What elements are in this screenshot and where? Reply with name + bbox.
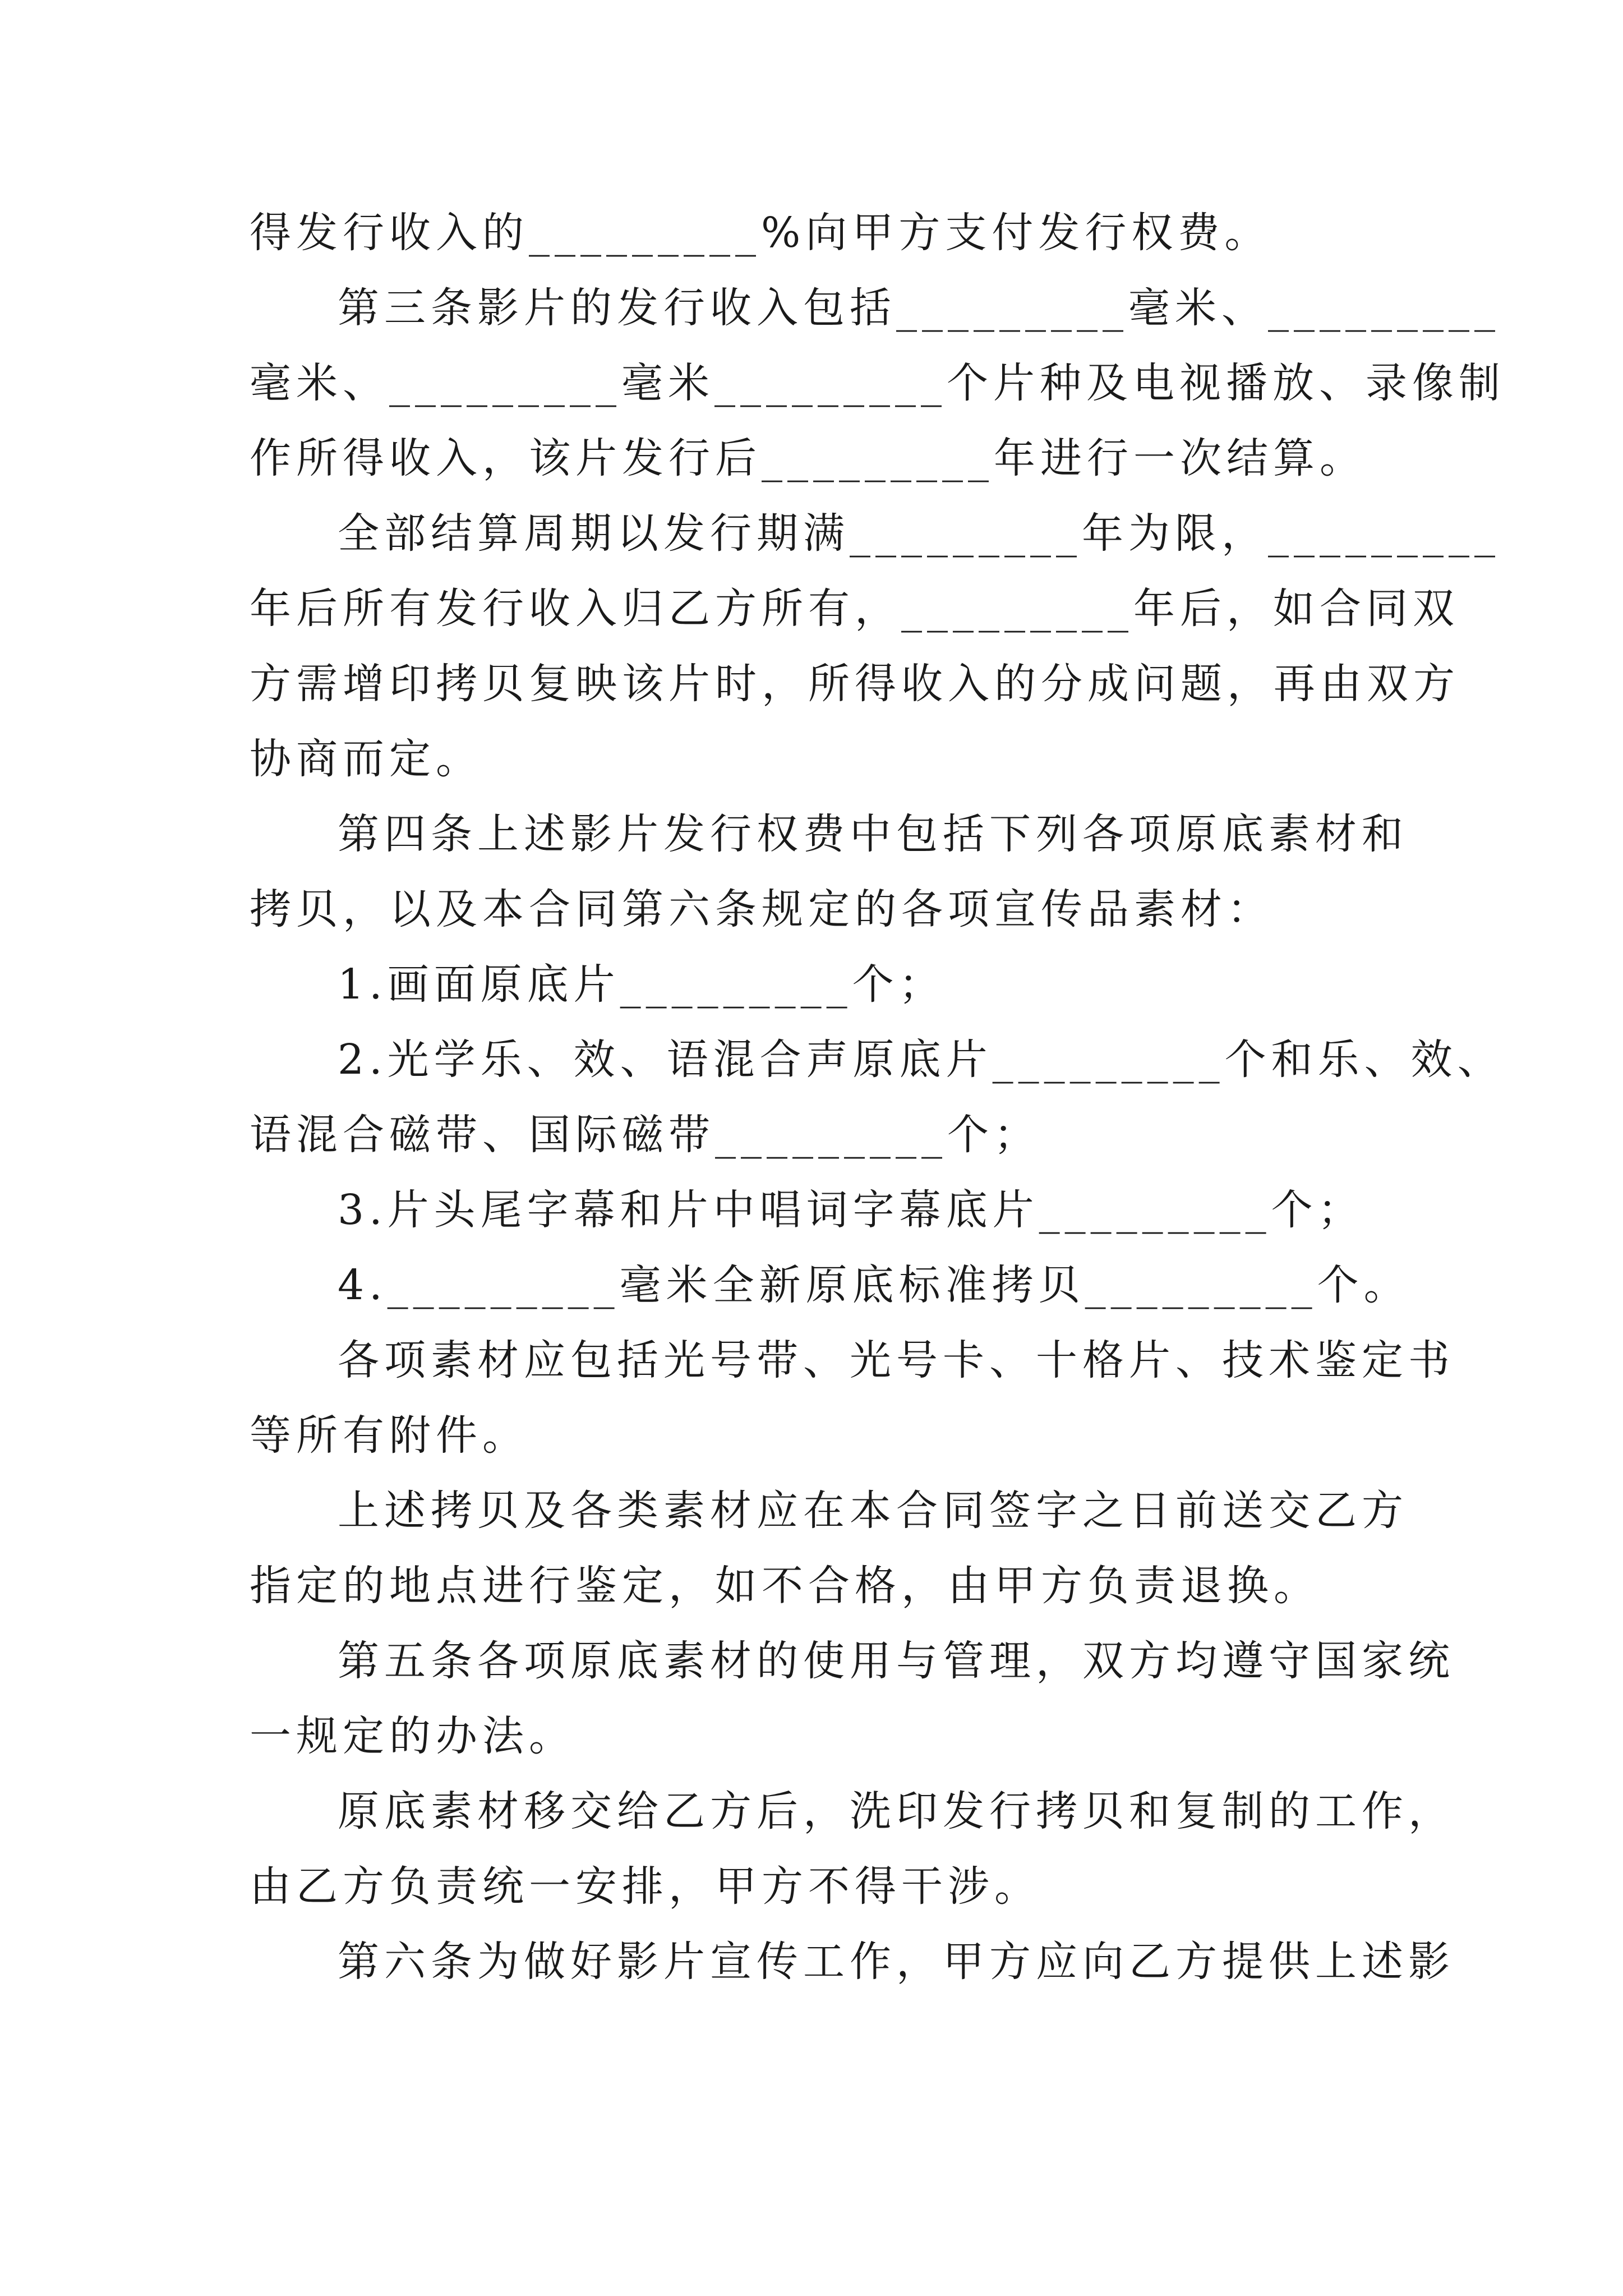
text-line-23: 由乙方负责统一安排，甲方不得干涉。 — [250, 1862, 1041, 1911]
text-line-24: 第六条为做好影片宣传工作，甲方应向乙方提供上述影 — [338, 1938, 1455, 1986]
text-line-19: 指定的地点进行鉴定，如不合格，由甲方负责退换。 — [250, 1562, 1320, 1610]
text-line-12: 2.光学乐、效、语混合声原底片_________个和乐、效、 — [338, 1036, 1504, 1084]
text-line-9: 第四条上述影片发行权费中包括下列各项原底素材和 — [338, 810, 1408, 858]
text-line-4: 作所得收入，该片发行后_________年进行一次结算。 — [250, 434, 1366, 482]
text-line-5: 全部结算周期以发行期满_________年为限，_________ — [338, 509, 1500, 558]
text-line-10: 拷贝，以及本合同第六条规定的各项宣传品素材： — [250, 885, 1274, 933]
text-line-3: 毫米、_________毫米_________个片种及电视播放、录像制 — [250, 359, 1505, 407]
text-line-11: 1.画面原底片_________个； — [338, 960, 946, 1009]
text-line-1: 得发行收入的_________%向甲方支付发行权费。 — [250, 209, 1271, 257]
text-line-21: 一规定的办法。 — [250, 1712, 575, 1760]
text-line-2: 第三条影片的发行收入包括_________毫米、_________ — [338, 284, 1500, 332]
text-line-20: 第五条各项原底素材的使用与管理，双方均遵守国家统 — [338, 1637, 1455, 1685]
text-line-14: 3.片头尾字幕和片中唱词字幕底片_________个； — [338, 1186, 1364, 1234]
text-line-22: 原底素材移交给乙方后，洗印发行拷贝和复制的工作， — [338, 1787, 1455, 1835]
text-line-7: 方需增印拷贝复映该片时，所得收入的分成问题，再由双方 — [250, 660, 1460, 708]
text-line-17: 等所有附件。 — [250, 1411, 529, 1460]
text-line-6: 年后所有发行收入归乙方所有，_________年后，如合同双 — [250, 585, 1459, 633]
text-line-13: 语混合磁带、国际磁带_________个； — [250, 1111, 1040, 1159]
text-line-15: 4._________毫米全新原底标准拷贝_________个。 — [338, 1261, 1410, 1309]
text-line-8: 协商而定。 — [250, 735, 482, 783]
text-line-16: 各项素材应包括光号带、光号卡、十格片、技术鉴定书 — [338, 1336, 1455, 1384]
text-line-18: 上述拷贝及各类素材应在本合同签字之日前送交乙方 — [338, 1487, 1408, 1535]
